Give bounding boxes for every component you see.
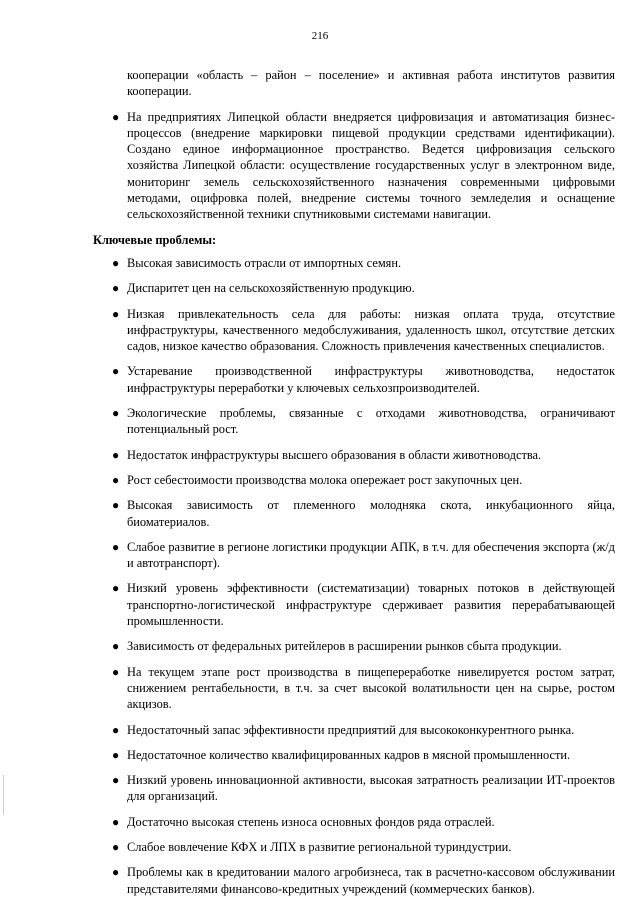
list-item-text: Достаточно высокая степень износа основных фондов ряда отраслей. (127, 814, 495, 829)
intro-continuation: кооперации «область – район – поселение» и активная работа институтов развития кооперации. (127, 68, 615, 99)
bullet-icon: ● (112, 664, 120, 679)
bullet-icon: ● (112, 447, 120, 462)
list-item-text: Недостаточный запас эффективности предприятий для высококонкурентного рынка. (127, 722, 575, 737)
bullet-icon: ● (112, 814, 120, 829)
problems-list (93, 255, 615, 897)
bullet-icon: ● (112, 773, 120, 788)
list-item (93, 405, 615, 438)
list-item-text: Слабое вовлечение КФХ и ЛПХ в развитие региональной туриндустрии. (127, 839, 512, 854)
bullet-icon: ● (112, 472, 120, 487)
bullet-icon: ● (112, 865, 120, 880)
bullet-icon: ● (112, 406, 120, 421)
list-item-text: На текущем этапе рост производства в пищепереработке нивелируется ростом затрат, снижением рентабельности, в т.ч. за счет высокой волатильности цен на сырье, ростом акцизов. (127, 664, 615, 712)
list-item-text: Слабое развитие в регионе логистики продукции АПК, в т.ч. для обеспечения экспорта (ж/д и автотранспорт). (127, 539, 615, 571)
list-item (93, 638, 615, 654)
list-item (93, 839, 615, 855)
bullet-icon: ● (112, 639, 120, 654)
bullet-icon: ● (112, 747, 120, 762)
list-item (93, 814, 615, 830)
list-item-text: На предприятиях Липецкой области внедряется цифровизация и автоматизация бизнес-процессов (внедрение маркировки пищевой продукции средствами идентификации). Создано единое информационное пространство. Ведется цифровизация сельского хозяйства Липецкой области: осуществление государственных услуг в электронном виде, мониторинг земель сельскохозяйственного назначения современными цифровыми методами, оцифровка полей, внедрение системы точного земледелия и оснащение сельскохозяйственной техники спутниковыми системами навигации. (127, 109, 615, 222)
list-item-text: Рост себестоимости производства молока опережает рост закупочных цен. (127, 472, 523, 487)
document-body (93, 67, 615, 906)
list-item (93, 363, 615, 396)
bullet-icon: ● (112, 839, 120, 854)
list-item (93, 664, 615, 713)
bullet-icon: ● (112, 306, 120, 321)
list-item-text: Устаревание производственной инфраструктуры животноводства, недостаток инфраструктуры переработки у ключевых сельхозпроизводителей. (127, 364, 615, 395)
list-item (93, 447, 615, 463)
list-item (93, 306, 615, 355)
list-item (93, 747, 615, 763)
list-item (93, 109, 615, 223)
list-item (93, 539, 615, 572)
list-item-text: Зависимость от федеральных ритейлеров в расширении рынков сбыта продукции. (127, 639, 562, 654)
list-item-text: Недостаток инфраструктуры высшего образования в области животноводства. (127, 447, 542, 462)
list-item-text: Диспаритет цен на сельскохозяйственную продукцию. (127, 281, 415, 296)
list-item (93, 497, 615, 530)
bullet-icon: ● (112, 581, 120, 596)
bullet-icon: ● (112, 722, 120, 737)
bullet-icon: ● (112, 281, 120, 296)
scan-artifact (3, 775, 4, 815)
list-item (93, 280, 615, 296)
list-item-text: Низкая привлекательность села для работы: низкая оплата труда, отсутствие инфраструктуры, качественного медобслуживания, удаленность школ, отсутствие детских садов, низкое качество образования. Сложность привлечения качественных специалистов. (127, 306, 615, 354)
list-item (93, 772, 615, 805)
bullet-icon: ● (112, 364, 120, 379)
page-number: 216 (311, 30, 329, 42)
bullet-icon: ● (112, 255, 120, 270)
bullet-icon: ● (112, 498, 120, 513)
list-item (93, 580, 615, 629)
list-item (93, 255, 615, 271)
bullet-icon: ● (112, 109, 120, 124)
list-item (93, 472, 615, 488)
list-item-text: Высокая зависимость отрасли от импортных семян. (127, 255, 402, 270)
list-item (93, 864, 615, 897)
section-heading: Ключевые проблемы: (93, 232, 217, 247)
intro-list (93, 109, 615, 223)
list-item-text: Проблемы как в кредитовании малого агробизнеса, так в расчетно-кассовом обслуживании представителями финансово-кредитных учреждений (коммерческих банков). (127, 865, 615, 896)
list-item-text: Низкий уровень инновационной активности, высокая затратность реализации ИТ-проектов для организаций. (127, 773, 615, 804)
list-item-text: Высокая зависимость от племенного молодняка скота, инкубационного яйца, биоматериалов. (127, 498, 615, 529)
bullet-icon: ● (112, 539, 120, 554)
list-item-text: Экологические проблемы, связанные с отходами животноводства, ограничивают потенциальный рост. (127, 406, 615, 437)
list-item-text: Недостаточное количество квалифицированных кадров в мясной промышленности. (127, 747, 571, 762)
list-item (93, 722, 615, 738)
list-item-text: Низкий уровень эффективности (систематизации) товарных потоков в действующей транспортно-логистической инфраструктуре сдерживает развития перерабатывающей промышленности. (127, 581, 615, 629)
